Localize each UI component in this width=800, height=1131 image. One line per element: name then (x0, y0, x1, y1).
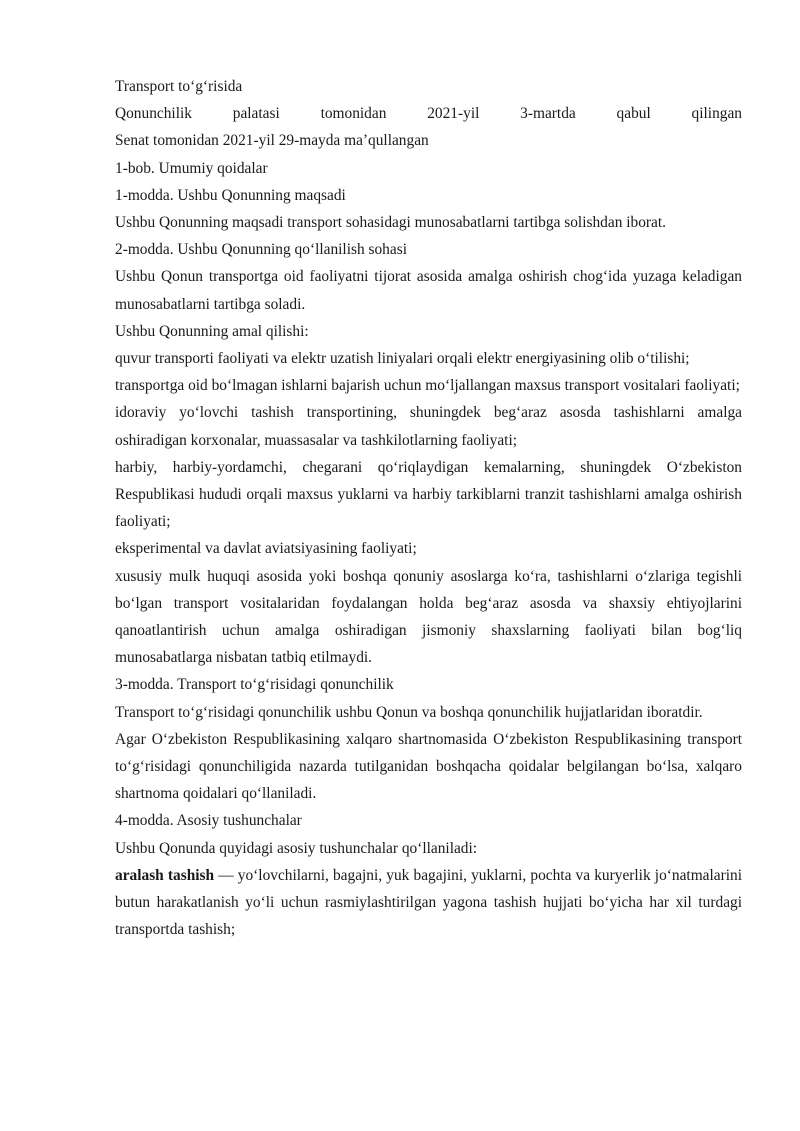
article-2-item-2: transportga oid bo‘lmagan ishlarni bajarish uchun mo‘ljallangan maxsus transport vositalari faoliyati; (115, 377, 740, 395)
article-2-item-5: eksperimental va davlat aviatsiyasining faoliyati; (115, 540, 417, 558)
document-page (115, 73, 742, 944)
article-1-paragraph: Ushbu Qonunning maqsadi transport sohasidagi munosabatlarni tartibga solishdan iborat. (115, 214, 666, 232)
article-4-heading: 4-modda. Asosiy tushunchalar (115, 812, 302, 830)
approval-line: Senat tomonidan 2021-yil 29-mayda ma’qullangan (115, 132, 429, 150)
article-2-heading: 2-modda. Ushbu Qonunning qo‘llanilish sohasi (115, 241, 407, 259)
article-2-paragraph-2: Ushbu Qonunning amal qilishi: (115, 322, 309, 340)
adoption-line: Qonunchilik palatasi tomonidan 2021-yil 3-martda qabul qilingan (115, 105, 742, 123)
article-2-item-1: quvur transporti faoliyati va elektr uzatish liniyalari orqali elektr energiyasining olib o‘tilishi; (115, 350, 690, 368)
article-1-heading: 1-modda. Ushbu Qonunning maqsadi (115, 186, 346, 204)
article-3-paragraph-2: Agar O‘zbekiston Respublikasining xalqaro shartnomasida O‘zbekiston Respublikasining transport to‘g‘risidagi qonunchiligida nazarda tutilganidan boshqacha qoidalar belgilangan bo‘lsa, xalqaro shartnoma qoidalari qo‘llaniladi. (115, 730, 742, 803)
article-2-item-3: idoraviy yo‘lovchi tashish transportining, shuningdek beg‘araz asosda tashishlarni amalga oshiradigan korxonalar, muassasalar va tashkilotlarning faoliyati; (115, 404, 742, 449)
article-3-paragraph-1: Transport to‘g‘risidagi qonunchilik ushbu Qonun va boshqa qonunchilik hujjatlaridan iboratdir. (115, 703, 703, 721)
document-title: Transport to‘g‘risida (115, 78, 243, 95)
definition-1-text: — yo‘lovchilarni, bagajni, yuk bagajini, yuklarni, pochta va kuryerlik jo‘natmalarini butun harakatlanish yo‘li uchun rasmiylashtirilgan yagona tashish hujjati bo‘yicha har xil turdagi transportda tashish; (115, 866, 742, 939)
article-2-item-6: xususiy mulk huquqi asosida yoki boshqa qonuniy asoslarga ko‘ra, tashishlarni o‘zlariga tegishli bo‘lgan transport vositalaridan foydalangan holda beg‘araz asosda va shaxsiy ehtiyojlarini qanoatlantirish uchun amalga oshiradigan jismoniy shaxslarning faoliyati bilan bog‘liq munosabatlarga nisbatan tatbiq etilmaydi. (115, 567, 742, 667)
article-2-item-4: harbiy, harbiy-yordamchi, chegarani qo‘riqlaydigan kemalarning, shuningdek O‘zbekiston Respublikasi hududi orqali maxsus yuklarni va harbiy tarkiblarni tranzit tashishlarni amalga oshirish faoliyati; (115, 458, 742, 531)
definition-1 (115, 862, 742, 944)
chapter-heading: 1-bob. Umumiy qoidalar (115, 159, 268, 177)
article-4-paragraph-1: Ushbu Qonunda quyidagi asosiy tushunchalar qo‘llaniladi: (115, 839, 478, 857)
definition-1-term: aralash tashish (115, 866, 215, 884)
article-2-paragraph-1: Ushbu Qonun transportga oid faoliyatni tijorat asosida amalga oshirish chog‘ida yuzaga keladigan munosabatlarni tartibga soladi. (115, 268, 742, 313)
article-3-heading: 3-modda. Transport to‘g‘risidagi qonunchilik (115, 676, 394, 694)
